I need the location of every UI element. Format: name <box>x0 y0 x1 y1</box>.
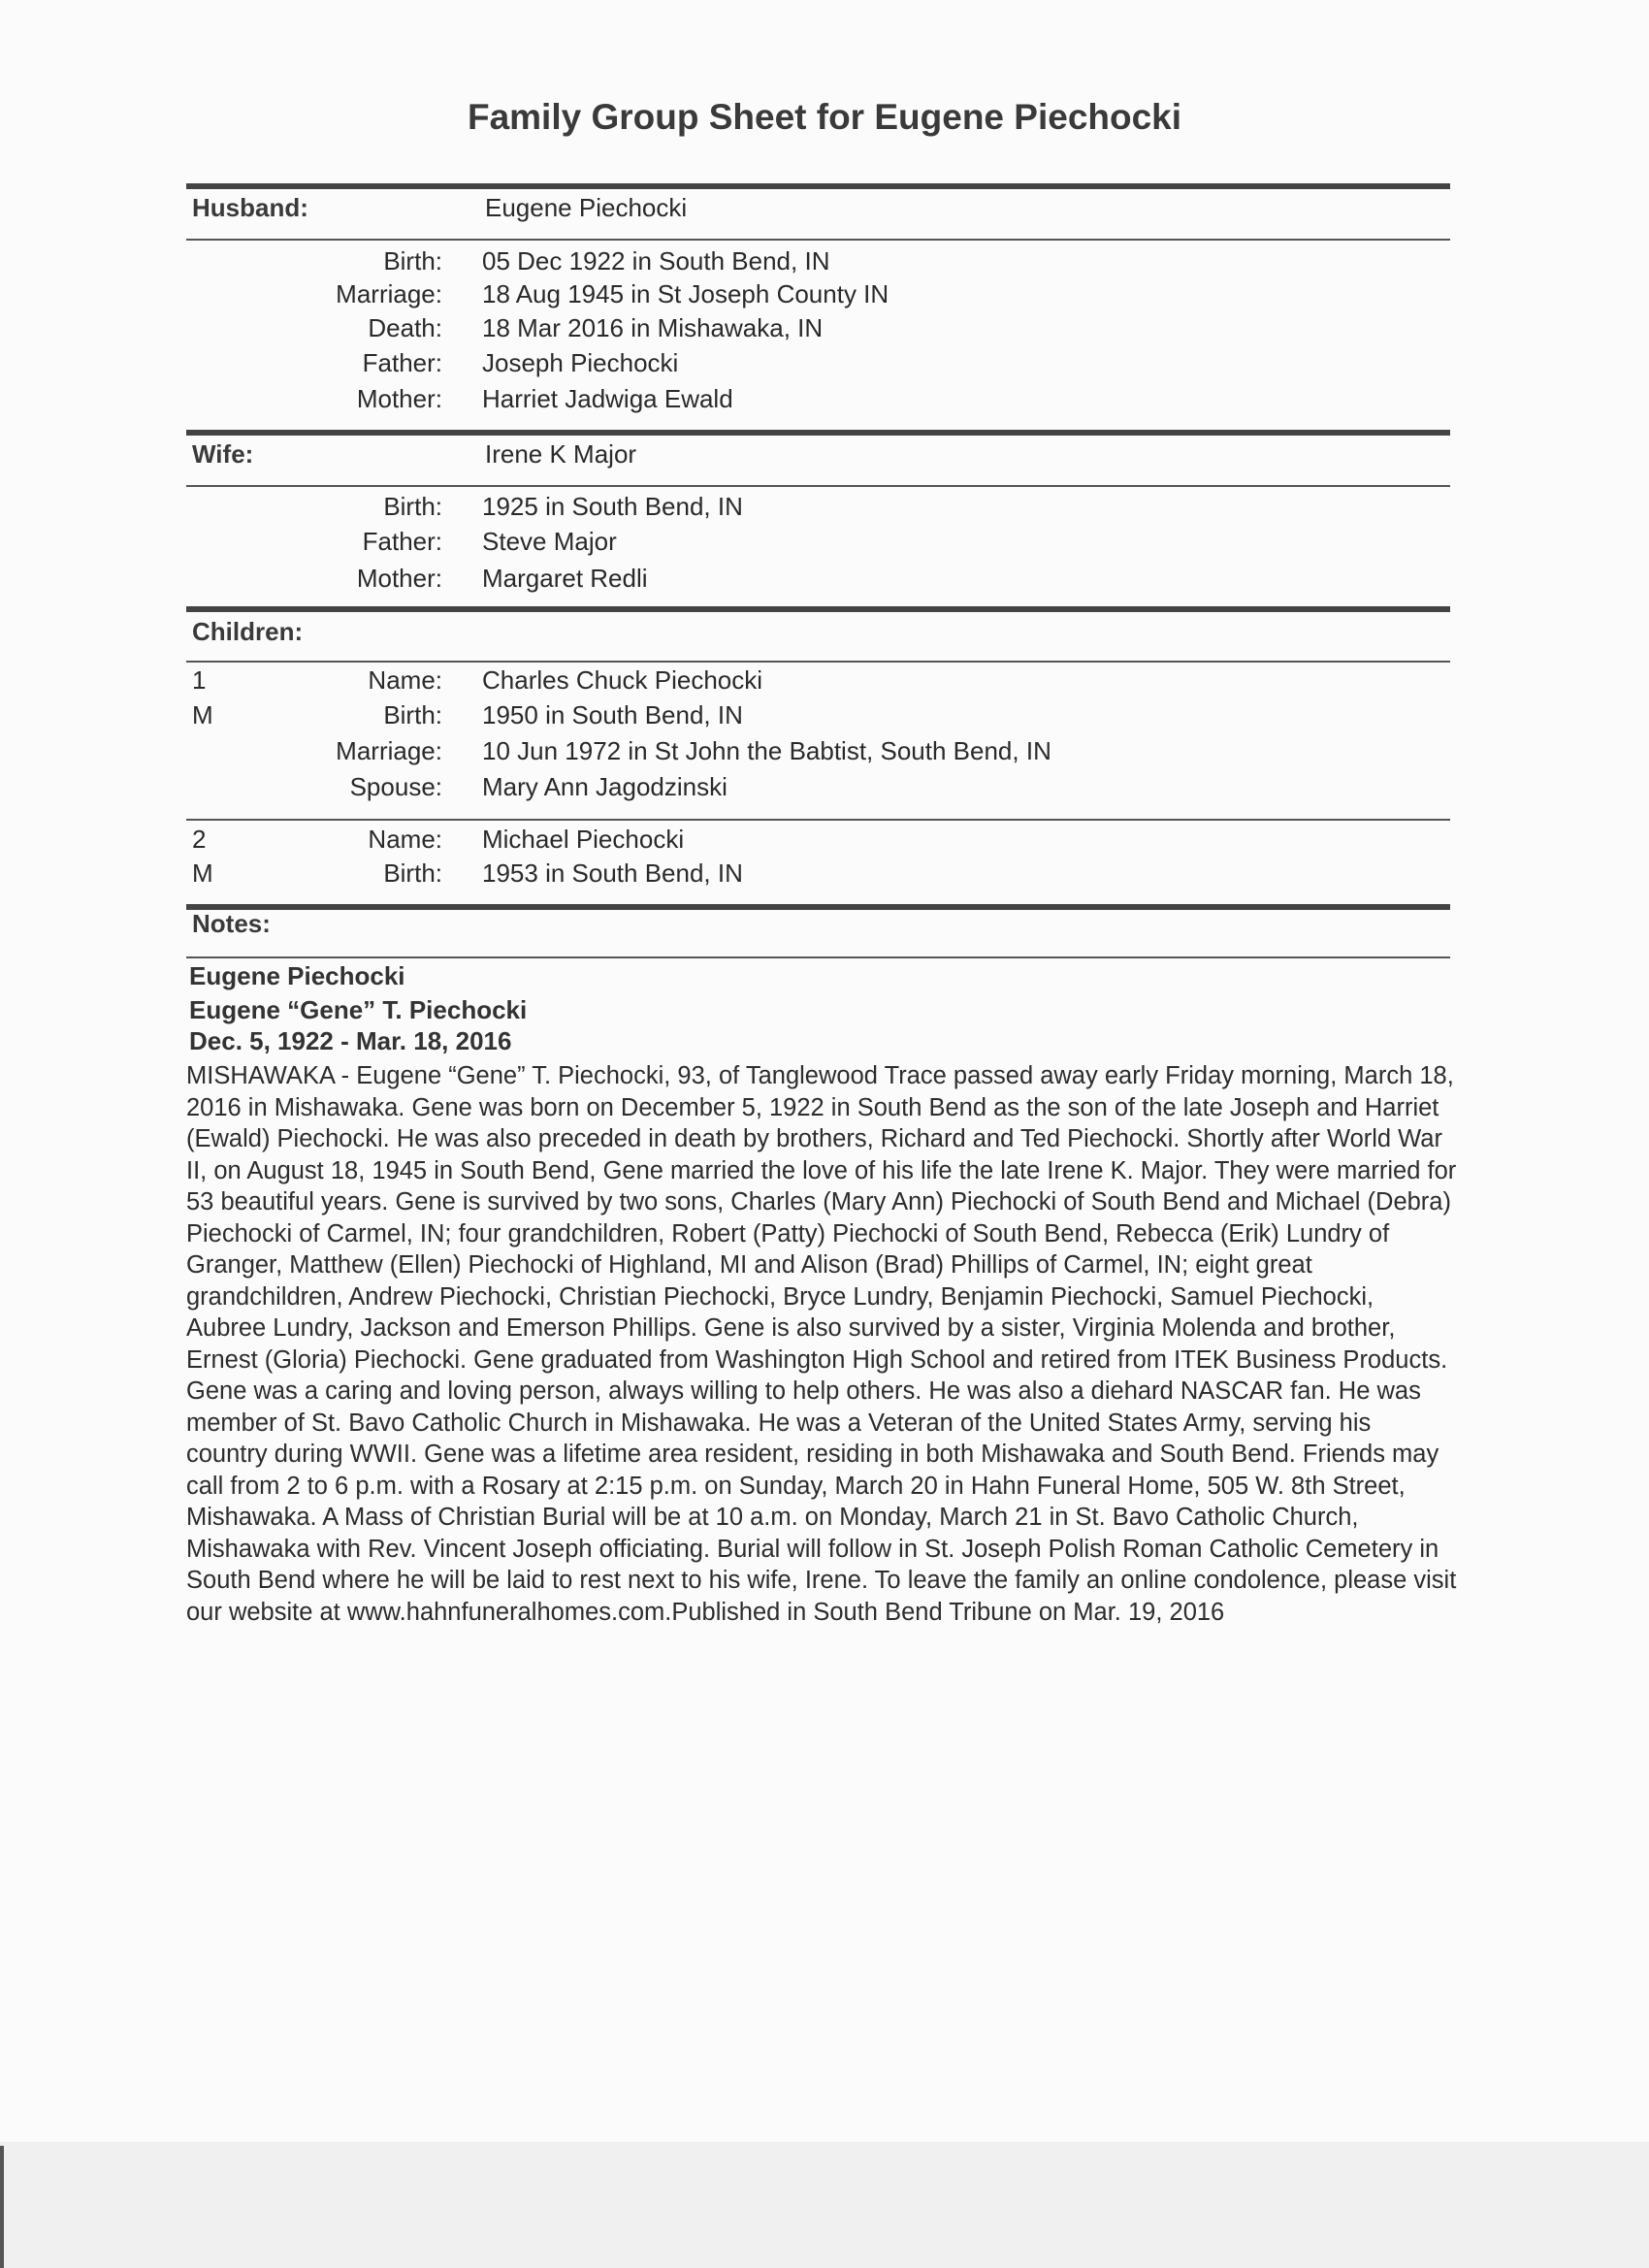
fact-label: Name: <box>368 665 442 695</box>
notes-heading-full-name: Eugene “Gene” T. Piechocki <box>189 995 528 1024</box>
section-divider-wife <box>186 430 1450 436</box>
notes-heading-name: Eugene Piechocki <box>189 961 405 990</box>
child-number: 1 <box>192 665 207 695</box>
husband-section-label: Husband: <box>192 193 308 222</box>
child-2-birth-row <box>0 859 1649 893</box>
wife-name: Irene K Major <box>485 439 637 469</box>
fact-label: Spouse: <box>349 772 442 801</box>
obituary-text: MISHAWAKA - Eugene “Gene” T. Piechocki, 93, of Tanglewood Trace passed away early Friday morning, March 18, 2016 in Mishawaka. Gene was born on December 5, 1922 in South Bend as the son of the late Joseph and Harriet (Ewald) Piechocki. He was also preceded in death by brothers, Richard and Ted Piechocki. Shortly after World War II, on August 18, 1945 in South Bend, Gene married the love of his life the late Irene K. Major. They were married for 53 beautiful years. Gene is survived by two sons, Charles (Mary Ann) Piechocki of South Bend and Michael (Debra) Piechocki of Carmel, IN; four grandchildren, Robert (Patty) Piechocki of South Bend, Rebecca (Erik) Lundry of Granger, Matthew (Ellen) Piechocki of Highland, MI and Alison (Brad) Phillips of Carmel, IN; eight great grandchildren, Andrew Piechocki, Christian Piechocki, Bryce Lundry, Benjamin Piechocki, Samuel Piechocki, Aubree Lundry, Jackson and Emerson Phillips. Gene is also survived by a sister, Virginia Molenda and brother, Ernest (Gloria) Piechocki. Gene graduated from Washington High School and retired from ITEK Business Products. Gene was a caring and loving person, always willing to help others. He was also a diehard NASCAR fan. He was member of St. Bavo Catholic Church in Mishawaka. He was a Veteran of the United States Army, serving his country during WWII. Gene was a lifetime area resident, residing in both Mishawaka and South Bend. Friends may call from 2 to 6 p.m. with a Rosary at 2:15 p.m. on Sunday, March 20 in Hahn Funeral Home, 505 W. 8th Street, Mishawaka. A Mass of Christian Burial will be at 10 a.m. on Monday, March 21 in St. Bavo Catholic Church, Mishawaka with Rev. Vincent Joseph officiating. Burial will follow in St. Joseph Polish Roman Catholic Cemetery in South Bend where he will be laid to rest next to his wife, Irene. To leave the family an online condolence, please visit our website at www.hahnfuneralhomes.com.Published in South Bend Tribune on Mar. 19, 2016 <box>186 1062 1457 1626</box>
fact-value: 18 Aug 1945 in St Joseph County IN <box>482 279 889 308</box>
fact-value: 1925 in South Bend, IN <box>482 492 743 521</box>
child-sex: M <box>192 859 213 888</box>
child-divider <box>186 819 1450 821</box>
fact-value: Steve Major <box>482 527 617 556</box>
fact-value: 18 Mar 2016 in Mishawaka, IN <box>482 313 824 342</box>
fact-label: Father: <box>362 527 442 556</box>
fact-value: Margaret Redli <box>482 564 648 593</box>
fact-value: 1953 in South Bend, IN <box>482 859 743 888</box>
fact-label: Birth: <box>383 859 442 888</box>
notes-rule <box>186 956 1450 958</box>
fact-label: Birth: <box>383 492 442 521</box>
fact-label: Mother: <box>356 564 442 593</box>
child-2-name-row <box>0 825 1649 859</box>
fact-value: Joseph Piechocki <box>482 348 679 377</box>
wife-fact-father <box>0 527 1649 562</box>
notes-section-label: Notes: <box>192 909 271 938</box>
children-section-label: Children: <box>192 617 304 646</box>
child-1-name-row <box>0 665 1649 700</box>
child-sex: M <box>192 700 213 729</box>
section-divider-husband <box>186 183 1450 189</box>
fact-value: Harriet Jadwiga Ewald <box>482 384 733 413</box>
section-divider-children <box>186 606 1450 612</box>
child-number: 2 <box>192 825 207 854</box>
page-title: Family Group Sheet for Eugene Piechocki <box>467 97 1182 137</box>
husband-fact-death <box>0 313 1649 348</box>
child-1-spouse-row <box>0 772 1649 807</box>
fact-label: Father: <box>362 348 442 377</box>
fact-value: 10 Jun 1972 in St John the Babtist, South Bend, IN <box>482 736 1051 765</box>
fact-value: 05 Dec 1922 in South Bend, IN <box>482 246 830 275</box>
section-divider-notes <box>186 904 1450 910</box>
husband-rule <box>186 239 1450 241</box>
wife-fact-mother <box>0 564 1649 599</box>
wife-section-label: Wife: <box>192 439 254 469</box>
fact-label: Marriage: <box>336 736 442 765</box>
wife-fact-birth <box>0 492 1649 527</box>
scan-edge-mark <box>0 2146 4 2268</box>
fact-label: Death: <box>368 313 442 342</box>
fact-label: Name: <box>368 825 442 854</box>
husband-fact-birth <box>0 246 1649 281</box>
fact-value: 1950 in South Bend, IN <box>482 700 743 729</box>
fact-value: Mary Ann Jagodzinski <box>482 772 728 801</box>
children-rule <box>186 661 1450 663</box>
fact-value: Michael Piechocki <box>482 825 685 854</box>
fact-label: Marriage: <box>336 279 442 308</box>
scan-margin <box>0 2142 1649 2268</box>
husband-fact-marriage <box>0 279 1649 314</box>
fact-label: Birth: <box>383 246 442 275</box>
husband-fact-father <box>0 348 1649 383</box>
husband-fact-mother <box>0 384 1649 419</box>
husband-name: Eugene Piechocki <box>485 193 688 222</box>
fact-label: Birth: <box>383 700 442 729</box>
fact-value: Charles Chuck Piechocki <box>482 665 763 695</box>
notes-heading-dates: Dec. 5, 1922 - Mar. 18, 2016 <box>189 1026 512 1055</box>
wife-rule <box>186 485 1450 487</box>
fact-label: Mother: <box>356 384 442 413</box>
child-1-birth-row <box>0 700 1649 735</box>
child-1-marriage-row <box>0 736 1649 771</box>
